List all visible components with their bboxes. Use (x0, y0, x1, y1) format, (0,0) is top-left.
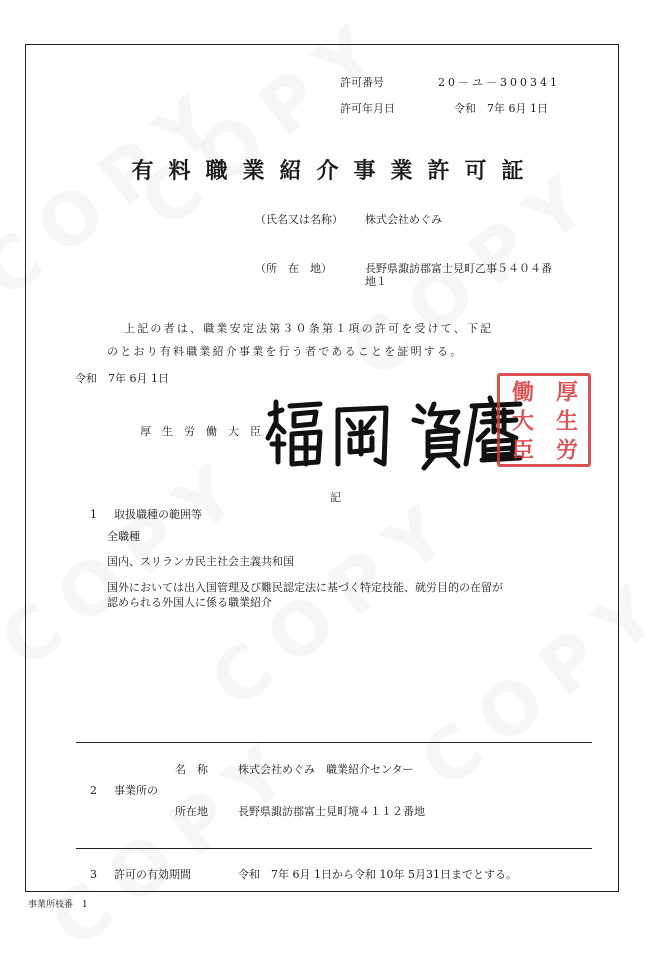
footer-branch-number: 事業所枝番 1 (28, 900, 88, 910)
section2-address-label: 所在地 (175, 805, 208, 818)
statement-line2: のとおり有料職業紹介事業を行う者であることを証明する。 (107, 345, 464, 358)
permit-date: 令和 7年 6月 1日 (454, 102, 548, 115)
holder-address-line2: 地１ (365, 275, 387, 288)
seal-char: 臣 (508, 438, 535, 461)
section1-scope: 全職種 (107, 530, 140, 543)
section2-heading: 事業所の (114, 784, 158, 797)
section1-heading: 取扱職種の範囲等 (114, 508, 202, 521)
section1-note-line1: 国外においては出入国管理及び難民認定法に基づく特定技能、就労目的の在留が (107, 581, 503, 594)
issue-date: 令和 7年 6月 1日 (75, 372, 169, 385)
holder-address-line1: 長野県諏訪郡富士見町乙事５４０４番 (365, 262, 552, 275)
holder-name: 株式会社めぐみ (365, 213, 442, 226)
seal-char: 厚 (552, 379, 579, 402)
ki-heading: 記 (330, 491, 341, 504)
minister-seal (497, 373, 591, 467)
divider-line (76, 742, 592, 743)
section3-period: 令和 7年 6月 1日から令和 10年 5月31日までとする。 (238, 868, 517, 881)
section3-number: 3 (90, 868, 97, 881)
seal-char: 労 (552, 438, 579, 461)
minister-title: 厚 生 労 働 大 臣 (140, 425, 261, 438)
seal-char: 生 (552, 408, 579, 431)
permit-number: 20－ユ－300341 (438, 76, 560, 89)
section3-heading: 許可の有効期間 (114, 868, 191, 881)
minister-signature (258, 392, 528, 472)
section1-note-line2: 認められる外国人に係る職業紹介 (107, 596, 272, 609)
statement-line1: 上記の者は、職業安定法第３０条第１項の許可を受けて、下記 (124, 322, 494, 335)
divider-line (76, 848, 592, 849)
page-title: 有料職業紹介事業許可証 (131, 158, 539, 184)
section2-name-label: 名 称 (175, 763, 208, 776)
holder-name-label: （氏名又は名称） (255, 213, 343, 226)
seal-char: 働 (508, 379, 535, 402)
section1-number: 1 (90, 508, 97, 521)
section2-name: 株式会社めぐみ 職業紹介センター (238, 763, 414, 776)
section2-address: 長野県諏訪郡富士見町境４１１２番地 (238, 805, 425, 818)
section2-number: 2 (90, 784, 97, 797)
seal-char: 大 (508, 408, 535, 431)
section1-region: 国内、スリランカ民主社会主義共和国 (107, 555, 294, 568)
permit-date-label: 許可年月日 (340, 102, 395, 115)
permit-number-label: 許可番号 (340, 76, 384, 89)
holder-address-label: （所 在 地） (255, 262, 332, 275)
